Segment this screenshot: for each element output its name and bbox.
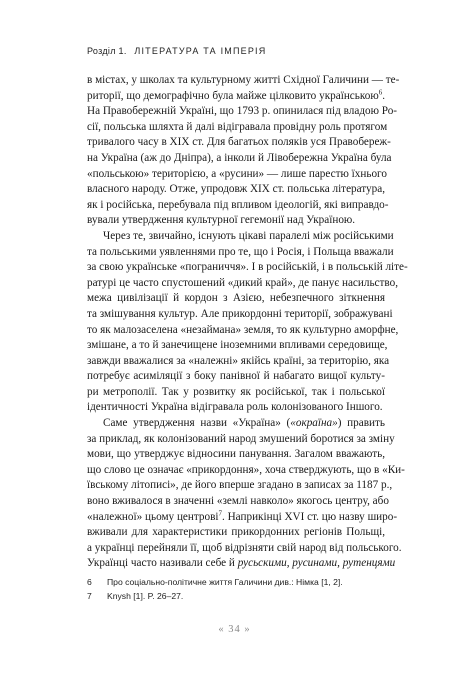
- text-line: воно вживалося в значенні «землі навколо» якогось центру, або: [87, 495, 389, 508]
- chapter-title: ЛІТЕРАТУРА ТА ІМПЕРІЯ: [134, 46, 267, 56]
- text-line: завжди вважалися за «належні» якійсь країні, за територію, яка: [87, 354, 390, 367]
- text-line: мови, що утверджує відносини панування. Загалом вважають,: [87, 448, 385, 461]
- text-segment: Українці часто називали себе й: [87, 557, 238, 570]
- italic-names: русьскими, русинами, рутенцями: [237, 557, 396, 570]
- footnote-text: Про соціально-політичне життя Галичини див.: Німка [1, 2].: [107, 577, 343, 587]
- text-line: ратурі це часто спустошений «дикий край», де панує насильство,: [87, 276, 399, 289]
- italic-okraina: «окраїна»: [290, 417, 338, 430]
- text-segment: Саме утвердження назви «Україна» (: [103, 417, 291, 430]
- footnote-6: [87, 575, 385, 589]
- footnotes: [87, 575, 385, 603]
- text-line: та змішування культур. Але прикордонні території, зображувані: [87, 307, 393, 320]
- text-segment: «належної» цьому центрові: [87, 510, 219, 523]
- text-line: за приклад, як колонізований народ змушений боротися за зміну: [87, 432, 395, 445]
- text-line: вживали для характеристики прикордонних регіонів Польщі,: [87, 526, 385, 539]
- text-line: ідентичності Україна відігравала роль колонізованого Іншого.: [87, 401, 383, 414]
- footnote-ref-6: 6: [378, 87, 383, 96]
- chapter-label: Розділ 1.: [87, 46, 127, 56]
- text-line: як і російська, перебувала під впливом ідеологій, які виправдо-: [87, 198, 389, 211]
- page-number: « 34 »: [218, 624, 251, 635]
- text-line: власного народу. Отже, упродовж XIX ст. польська література,: [87, 183, 385, 196]
- footnote-ref-7: 7: [218, 508, 222, 517]
- text-line: в містах, у школах та культурному житті Східної Галичини — те-: [87, 74, 400, 86]
- text-line: потребує асиміляції з боку панівної й набагато вищої культу-: [87, 370, 385, 383]
- text-line: риторії, що демографічно була майже цілковито українською$^6$.: [87, 87, 385, 102]
- text-line: на Україна (аж до Дніпра), а інколи й Лівобережна Україна була: [87, 151, 392, 164]
- text-line: вували утвердження культурної гегемонії над Україною.: [87, 214, 356, 227]
- paragraph-2: [87, 229, 408, 416]
- text-line: Через те, звичайно, існують цікаві паралелі між російськими: [103, 229, 394, 242]
- footnote-number: 7: [87, 591, 92, 601]
- text-line: ри метрополії. Так у розвитку як російської, так і польської: [87, 385, 385, 398]
- footnote-number: 6: [87, 577, 92, 587]
- paragraph-3: [87, 416, 405, 572]
- running-header: [87, 46, 266, 56]
- text-line: сії, польська шляхта й далі відігравала провідну роль протягом: [87, 120, 388, 133]
- text-line: змішане, а то й занечищене іноземними впливами середовище,: [87, 339, 388, 352]
- text-line: тривалого часу в XIX ст. Для багатьох поляків уся Правобереж-: [87, 136, 391, 149]
- footnote-7: [87, 589, 385, 603]
- text-line: то як малозаселена «незаймана» земля, то як культурно аморфне,: [87, 323, 399, 336]
- paragraph-1: [87, 73, 400, 229]
- text-line: що слово це означає «прикордоння», хоча стверджують, що в «Ки-: [87, 463, 405, 476]
- text-line: [87, 508, 398, 526]
- text-line: [87, 556, 396, 572]
- text-line: та польськими уявленнями про те, що і Росія, і Польща вважали: [87, 245, 394, 258]
- text-line: [87, 416, 385, 432]
- text-line: за свою українське «пограниччя». І в російській, і в польській літе-: [87, 261, 408, 274]
- text-segment: риторії, що демографічно була майже цілковито українською: [87, 89, 379, 102]
- text-line: межа цивілізації й кордон з Азією, небезпечного зіткнення: [87, 292, 385, 305]
- text-line: На Правобережній Україні, що 1793 р. опинилася під владою Ро-: [87, 105, 398, 118]
- text-line: ївському літописі», де його вперше згадано в записах за 1187 р.,: [87, 479, 393, 492]
- text-segment: ) править: [337, 417, 385, 430]
- text-segment: . Наприкінці XVI ст. цю назву широ-: [222, 510, 398, 523]
- footnote-text: Knysh [1]. P. 26–27.: [107, 591, 184, 601]
- text-line: а українці перейняли її, щоб відрізняти свій народ від польського.: [87, 541, 402, 554]
- text-line: «польською» територією, а «русини» — лише парестю їхнього: [87, 167, 387, 180]
- main-text: [87, 73, 408, 572]
